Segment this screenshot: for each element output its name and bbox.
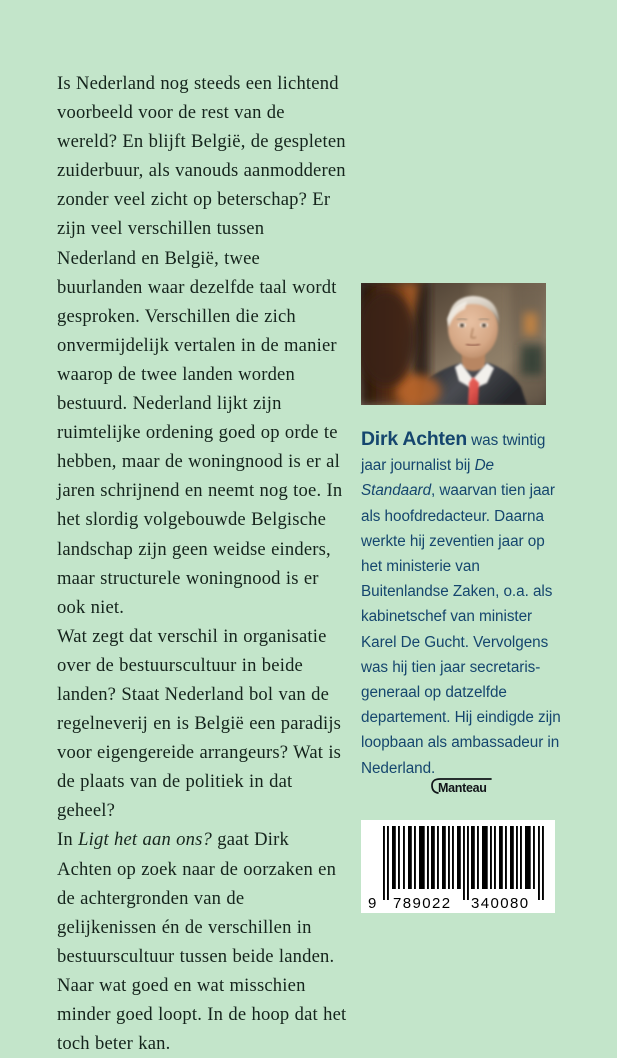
- blurb-text: [57, 69, 347, 1058]
- author-portrait-image: [361, 283, 546, 405]
- blurb-paragraph-1: Is Nederland nog steeds een lichtend voorbeeld voor de rest van de wereld? En blijft België, de gespleten zuiderbuur, als vanouds aanmodderen zonder veel zicht op beterschap? Er zijn veel verschillen tussen Nederland en België, twee buurlanden waar dezelfde taal wordt gesproken. Verschillen die zich onvermijdelijk vertalen in de manier waarop de twee landen worden bestuurd. Nederland lijkt zijn ruimtelijke ordening goed op orde te hebben, maar de woningnood is er al jaren schrijnend en neemt nog toe. In het slordig volgebouwde Belgische landschap zijn geen weidse einders, maar structurele woningnood is er ook niet.: [57, 73, 346, 618]
- blurb-paragraph-3: [57, 825, 347, 1058]
- barcode-lead-digit: 9: [368, 895, 378, 912]
- blurb-paragraph-2: Wat zegt dat verschil in organisatie over de bestuurscultuur in beide landen? Staat Nederland bol van de regelneverij en is België een paradijs voor eigengereide arrangeurs? Wat is de plaats van de politiek in dat geheel?: [57, 625, 342, 822]
- publication-name: De Standaard: [361, 457, 494, 500]
- author-name: Dirk Achten: [361, 428, 467, 450]
- isbn-barcode: [361, 820, 555, 913]
- blurb-before-title: In: [57, 829, 79, 851]
- barcode-graphic: [361, 820, 555, 913]
- barcode-left-group: 789022: [393, 895, 452, 912]
- barcode-right-group: 340080: [471, 895, 530, 912]
- manteau-logo-mark: [430, 777, 494, 796]
- author-bio-rest: , waarvan tien jaar als hoofdredacteur. Daarna werkte hij zeventien jaar op het ministerie van Buitenlandse Zaken, o.a. als kabinetschef van minister Karel De Gucht. Vervolgens was hij tien jaar secretaris-generaal op datzelfde departement. Hij eindigde zijn loopbaan als ambassadeur in Nederland.: [361, 482, 561, 777]
- author-photo: [361, 283, 546, 405]
- book-title: Ligt het aan ons?: [78, 829, 213, 851]
- author-bio-paragraph: [361, 427, 561, 781]
- publisher-logo: [430, 777, 494, 796]
- blurb-after-title: gaat Dirk Achten op zoek naar de oorzaken en de achtergronden van de gelijkenissen én de verschillen in bestuurscultuur tussen beide landen. Naar wat goed en wat misschien minder goed loopt. In de hoop dat het toch beter kan.: [57, 829, 347, 1055]
- author-bio: [361, 427, 561, 781]
- publisher-name: Manteau: [438, 781, 487, 795]
- author-bio-lead: was twintig jaar journalist bij: [361, 432, 546, 475]
